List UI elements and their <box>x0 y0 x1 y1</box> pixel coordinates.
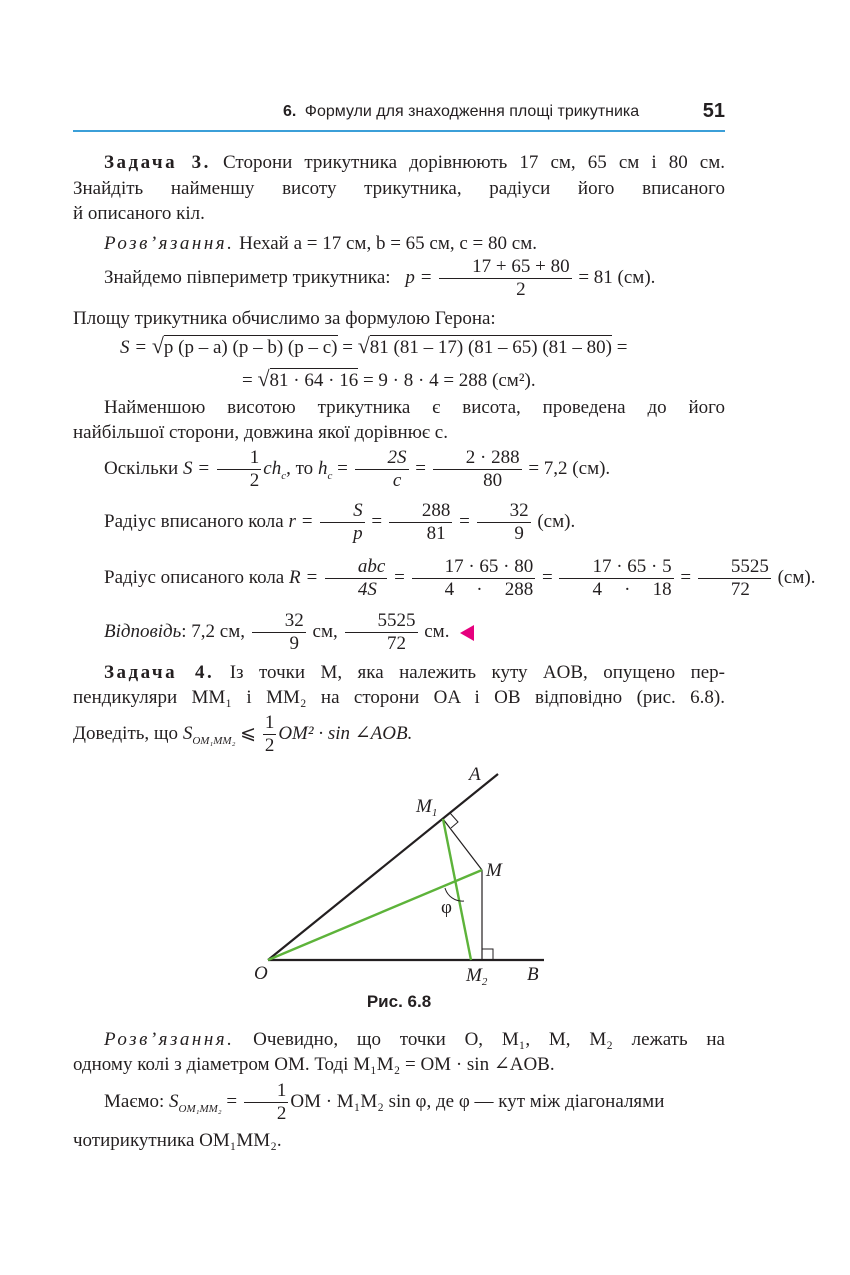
solution4-line4: чотирикутника OM₁MM₂. <box>73 1130 282 1151</box>
right-angle-mark-m1 <box>450 813 458 828</box>
semi-text: Знайдемо півпериметр трикутника: <box>104 267 391 288</box>
answer-line: Відповідь: 7,2 см, $\frac{32}{9}$ см, $\frac{5525}{72}$ см. <box>73 610 725 655</box>
label-m2: $M_2$ <box>466 965 488 988</box>
chapter-title: Формули для знаходження площі трикутника <box>304 103 640 120</box>
min-height-line2: найбільшої сторони, довжина якої дорівнює c. <box>73 422 448 443</box>
task4-line2: пендикуляри MM₁ і MM₂ на сторони OA і OB відповідно (рис. 6.8). <box>73 687 725 708</box>
label-o: O <box>254 963 268 984</box>
answer-label: Відповідь <box>104 621 182 642</box>
label-a: A <box>469 764 481 785</box>
heron-radicand1: p (p – a) (p – b) (p – c) <box>163 337 338 358</box>
height-line: Оскільки S = $\frac{1}{2}$ $ch_c$, то $h_c$ = $\frac{2S}{c}$ = $\frac{2 \cdot 288}{80}$ = 7,2 (см). <box>104 447 611 492</box>
circumradius-line: Радіус описаного кола R = $\frac{\text{abc}}{4S}$ = $\frac{17 \cdot 65 \cdot 80}{4 \cdot 288}$ = $\frac{17 \cdot 65 \cdot 5}{4 \cdot 18}$ = $\frac{5525}{72}$ (см). <box>104 556 816 601</box>
label-m1: $M_1$ <box>416 796 438 819</box>
semi-fraction: $\frac{17 + 65 + 80}{2}$ <box>439 256 571 301</box>
semi-result: = 81 (см). <box>578 267 656 288</box>
figure-6-8 <box>250 760 560 990</box>
task4-label: Задача 4. <box>104 662 215 683</box>
page-number: 51 <box>702 100 725 122</box>
task3-line3: й описаного кіл. <box>73 203 205 224</box>
solution4-label: Розв’язання. <box>104 1029 235 1050</box>
solution4-line3: Маємо: $S_{OM_1MM_2}$ = $\frac{1}{2}$ OM · M₁M₂ sin φ, де φ — кут між діагоналями <box>104 1080 665 1125</box>
running-title <box>283 103 639 121</box>
heron2-radicand: 81 · 64 · 16 <box>269 370 359 391</box>
semi-p: p = <box>405 267 433 288</box>
chapter-number: 6. <box>283 103 297 120</box>
task4-line1: Задача 4. Із точки M, яка належить куту AOB, опущено пер- <box>104 662 725 683</box>
solution4-line1: Розв’язання. Очевидно, що точки O, M₁, M, M₂ лежать на <box>104 1029 725 1050</box>
solution4-line2: одному колі з діаметром OM. Тоді M₁M₂ = OM · sin ∠AOB. <box>73 1054 555 1075</box>
task3-line2: Знайдіть найменшу висоту трикутника, радіуси його вписаного <box>73 178 725 199</box>
inradius-line: Радіус вписаного кола r = $\frac{S}{p}$ = $\frac{288}{81}$ = $\frac{32}{9}$ (см). <box>104 500 576 545</box>
ray-oa <box>268 774 498 960</box>
task4-prove-line: Доведіть, що $S_{OM_1MM_2}$ ⩽ $\frac{1}{2}$ OM² · sin ∠AOB. <box>73 712 413 757</box>
min-height-line1: Найменшою висотою трикутника є висота, проведена до його <box>104 397 725 418</box>
solution3-label: Розв’язання. <box>104 233 235 254</box>
diagonal-m1m2 <box>443 819 471 960</box>
semiperimeter-line <box>73 256 725 301</box>
solution3-given: Нехай a = 17 см, b = 65 см, c = 80 см. <box>239 233 537 254</box>
page-header <box>73 100 725 130</box>
solution3-line1 <box>73 231 725 256</box>
task3-text1: Сторони трикутника дорівнюють 17 см, 65 см і 80 см. <box>223 152 725 173</box>
right-angle-mark-m2 <box>482 949 493 960</box>
heron-line1: S = √p (p – a) (p – b) (p – c) = √81 (81 – 17) (81 – 65) (81 – 80) = <box>120 333 628 358</box>
label-m: M <box>486 860 502 881</box>
header-rule <box>73 130 725 132</box>
task3-label: Задача 3. <box>104 152 211 173</box>
end-of-solution-marker-icon <box>460 625 474 641</box>
hc-fraction2: $\frac{2 \cdot 288}{80}$ <box>433 447 522 492</box>
heron-intro: Площу трикутника обчислимо за формулою Герона: <box>73 308 496 329</box>
heron-line2: = √81 · 64 · 16 = 9 · 8 · 4 = 288 (см²). <box>242 366 536 391</box>
task3-line1 <box>73 150 725 175</box>
half-fraction: $\frac{1}{2}$ <box>217 447 262 492</box>
heron-radicand2: 81 (81 – 17) (81 – 65) (81 – 80) <box>369 337 613 358</box>
label-b: B <box>527 964 539 985</box>
hc-fraction1: $\frac{2S}{c}$ <box>355 447 409 492</box>
label-phi: φ <box>441 897 452 918</box>
figure-caption: Рис. 6.8 <box>366 992 432 1011</box>
